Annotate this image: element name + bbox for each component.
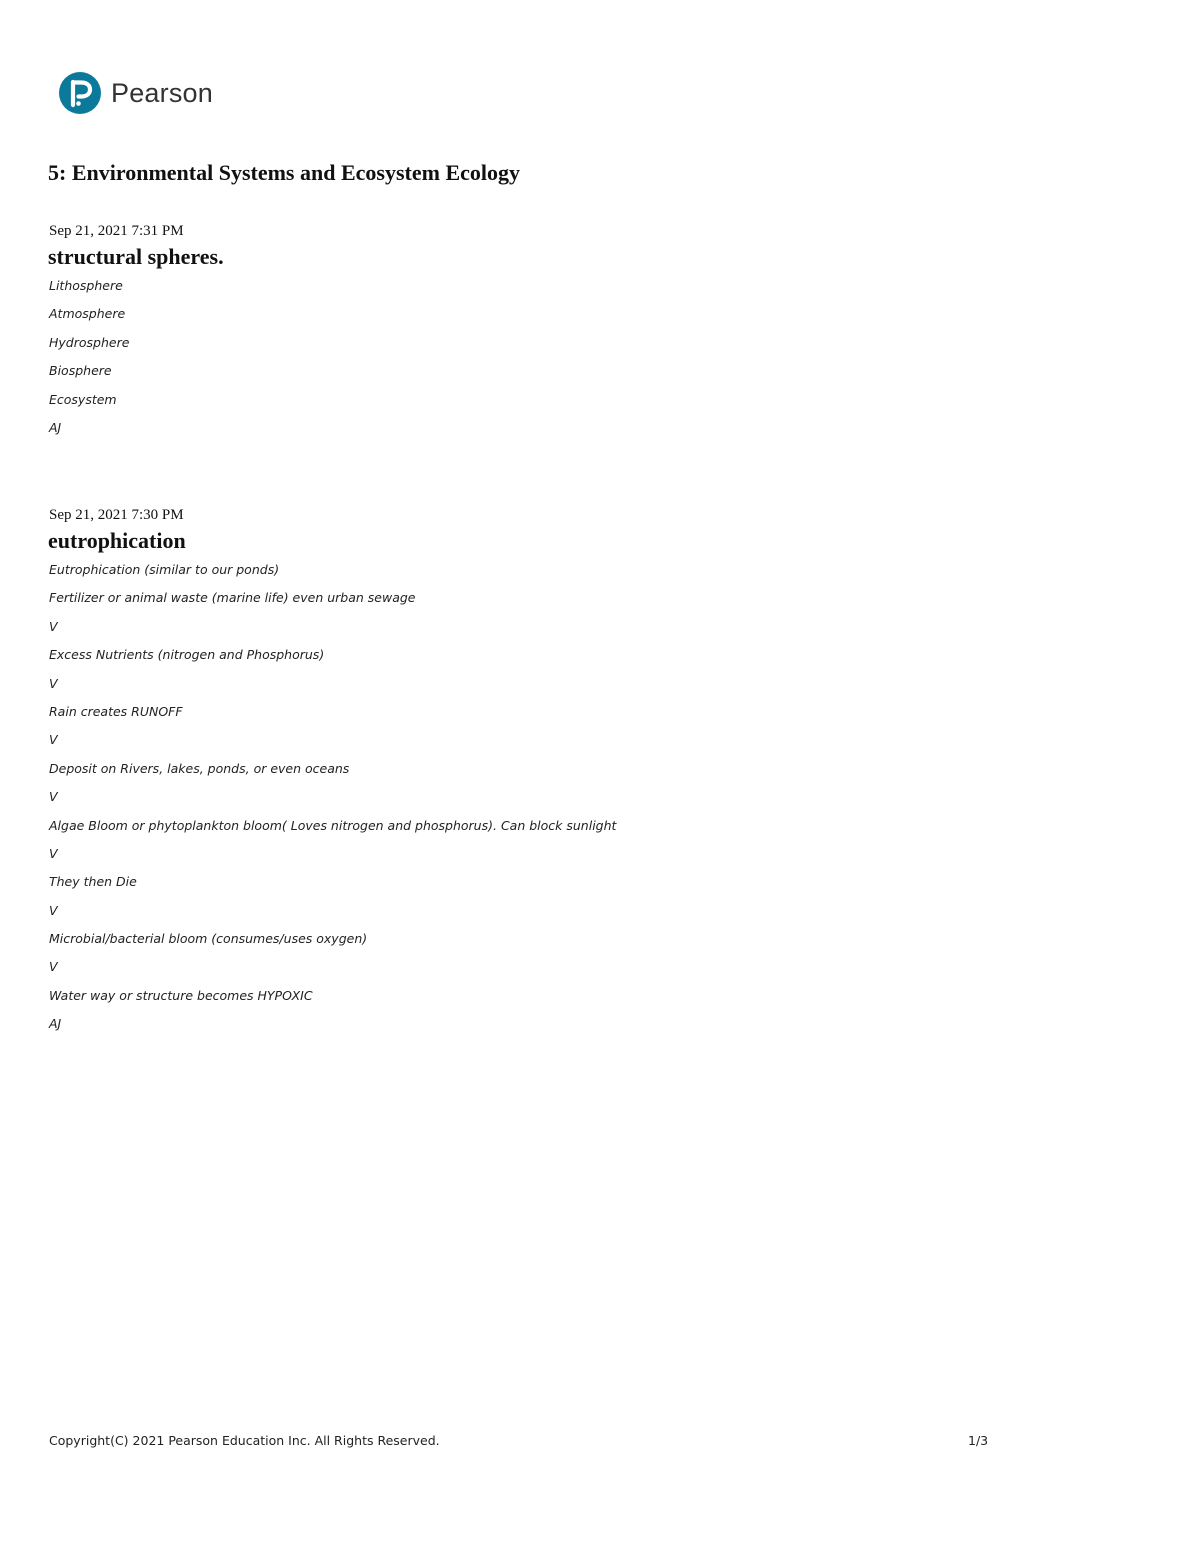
note-line: Ecosystem (49, 391, 117, 407)
brand-name: Pearson (111, 77, 213, 108)
note-title: structural spheres. (48, 244, 224, 269)
pearson-p-logo-icon (58, 71, 102, 115)
note-structural-spheres (48, 220, 1048, 442)
note-lines (48, 272, 1048, 442)
note-line: V (49, 618, 58, 634)
note-line: Fertilizer or animal waste (marine life) even urban sewage (49, 590, 416, 606)
pearson-logo (58, 70, 213, 116)
note-line: V (49, 845, 58, 861)
note-date: Sep 21, 2021 7:30 PM (49, 507, 184, 523)
page-number: 1/3 (968, 1433, 989, 1448)
note-line: V (49, 675, 58, 691)
note-line: Lithosphere (49, 278, 123, 293)
note-line: Atmosphere (49, 306, 126, 322)
note-line: Eutrophication (similar to our ponds) (49, 562, 280, 577)
note-line: Deposit on Rivers, lakes, ponds, or even oceans (49, 760, 350, 776)
note-line: V (49, 959, 58, 975)
note-line: Biosphere (49, 363, 112, 379)
page-title: 5: Environmental Systems and Ecosystem Ecology (48, 160, 520, 185)
note-eutrophication (48, 504, 1048, 1039)
note-lines (48, 556, 1048, 1039)
note-title: eutrophication (48, 528, 186, 553)
note-line: V (49, 789, 58, 805)
note-line: V (49, 902, 58, 918)
note-line: They then Die (49, 874, 137, 890)
note-line: V (49, 732, 58, 748)
note-line: Excess Nutrients (nitrogen and Phosphorus) (49, 647, 325, 663)
note-line: AJ (49, 419, 62, 435)
footer-copyright: Copyright(C) 2021 Pearson Education Inc. All Rights Reserved. (49, 1433, 440, 1448)
note-line: Algae Bloom or phytoplankton bloom( Loves nitrogen and phosphorus). Can block sunlight (49, 817, 617, 833)
note-line: Water way or structure becomes HYPOXIC (49, 987, 313, 1003)
note-date: Sep 21, 2021 7:31 PM (49, 223, 184, 239)
note-line: Hydrosphere (49, 334, 130, 350)
note-line: Microbial/bacterial bloom (consumes/uses oxygen) (49, 931, 368, 947)
note-line: AJ (49, 1016, 62, 1032)
note-line: Rain creates RUNOFF (49, 703, 183, 719)
